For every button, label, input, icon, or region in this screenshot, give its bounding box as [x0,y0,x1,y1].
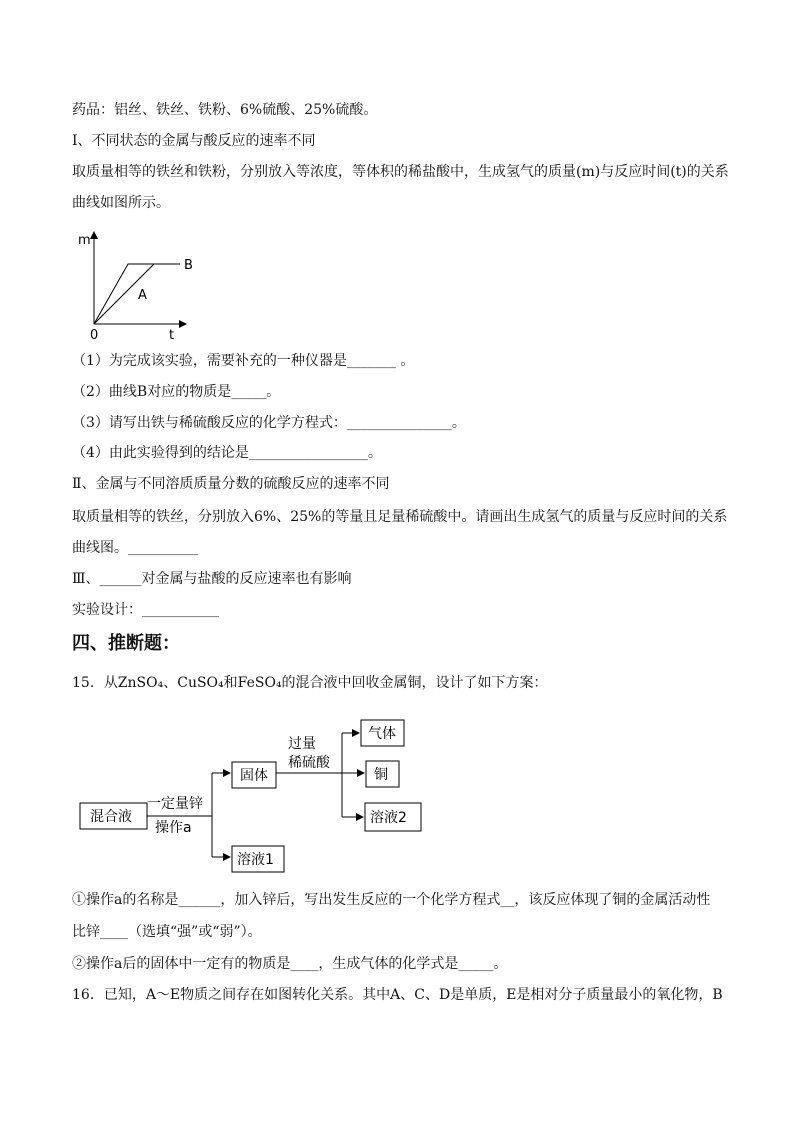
curve-b [94,264,180,324]
problem-15: 15．从ZnSO₄、CuSO₄和FeSO₄的混合液中回收金属铜，设计了如下方案： [72,675,548,691]
curve-a-label: A [138,288,147,303]
origin-label: 0 [90,328,99,343]
part2-desc-2: 曲线图。__________ [72,540,198,556]
solution2-label: 溶液2 [370,810,407,826]
copper-label: 铜 [374,767,388,783]
question-4: （4）由此实验得到的结论是_________________。 [72,445,382,461]
question-3: （3）请写出铁与稀硫酸反应的化学方程式：_______________。 [72,415,466,431]
reagents-line: 药品：铝丝、铁丝、铁粉、6%硫酸、25%硫酸。 [72,102,378,118]
step1-bottom-label: 操作a [155,820,192,836]
subquestion-1a: ①操作a的名称是______，加入锌后，写出发生反应的一个化学方程式__，该反应体现了铜的金属活动性 [72,892,711,908]
gas-label: 气体 [368,726,396,742]
step2-bottom-label: 稀硫酸 [288,755,330,771]
question-1: （1）为完成该实验，需要补充的一种仪器是_______ 。 [72,353,415,369]
part1-heading: Ⅰ、不同状态的金属与酸反应的速率不同 [72,133,316,149]
curve-b-label: B [184,258,193,273]
solid-label: 固体 [240,768,268,784]
part1-desc-1: 取质量相等的铁丝和铁粉，分别放入等浓度，等体积的稀盐酸中，生成氢气的质量(m)与反应时间(t)的关系 [72,164,729,180]
x-axis-label: t [169,328,175,343]
subquestion-2: ②操作a后的固体中一定有的物质是____，生成气体的化学式是_____。 [72,956,508,972]
part3-heading: Ⅲ、______对金属与盐酸的反应速率也有影响 [72,571,352,587]
subquestion-1b: 比锌____（选填“强”或“弱”）。 [72,924,262,940]
part1-desc-2: 曲线如图所示。 [72,195,170,211]
section-heading: 四、推断题： [72,633,180,654]
mixture-label: 混合液 [90,809,132,825]
recovery-flowchart [70,712,440,882]
solution1-label: 溶液1 [237,852,274,868]
part2-desc-1: 取质量相等的铁丝，分别放入6%、25%的等量且足量稀硫酸中。请画出生成氢气的质量与反应时间的关系 [72,509,728,525]
step2-top-label: 过量 [288,736,316,752]
experiment-design: 实验设计：___________ [72,602,219,618]
y-axis-label: m [78,233,91,248]
step1-top-label: 一定量锌 [147,796,203,812]
problem-16: 16．已知，A～E物质之间存在如图转化关系。其中A、C、D是单质，E是相对分子质量最小的氧化物，B [72,987,723,1003]
mass-time-graph [72,226,212,344]
question-2: （2）曲线B对应的物质是_____。 [72,384,281,400]
part2-heading: Ⅱ、金属与不同溶质质量分数的硫酸反应的速率不同 [72,476,390,492]
